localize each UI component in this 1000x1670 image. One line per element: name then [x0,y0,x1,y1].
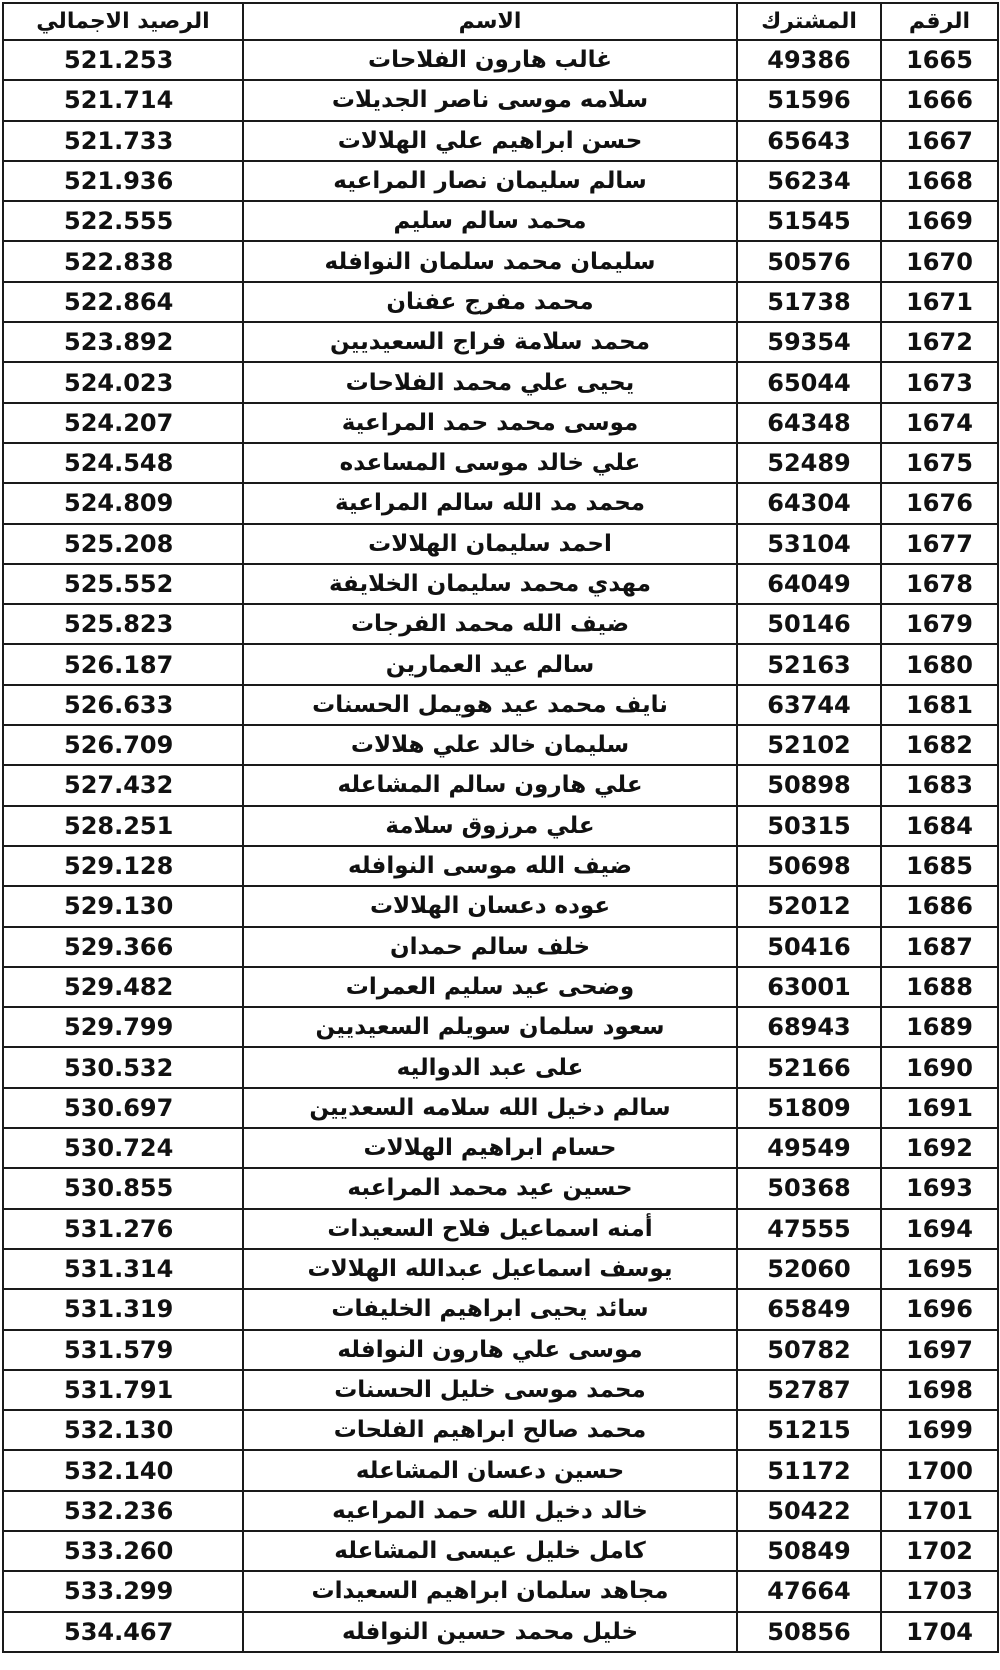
name-cell: يوسف اسماعيل عبدالله الهلالات [243,1249,737,1289]
table-row [3,1249,998,1289]
name-cell: ضيف الله محمد الفرجات [243,604,737,644]
table-row [3,604,998,644]
table-row [3,1571,998,1611]
number-cell: 1682 [881,725,998,765]
subscriber-cell: 52787 [737,1370,881,1410]
table-row [3,201,998,241]
header-balance: الرصيد الاجمالي [3,3,243,40]
balance-cell: 521.936 [3,161,243,201]
balance-cell: 531.791 [3,1370,243,1410]
number-cell: 1681 [881,685,998,725]
subscriber-cell: 49549 [737,1128,881,1168]
subscriber-cell: 50422 [737,1491,881,1531]
number-cell: 1702 [881,1531,998,1571]
name-cell: موسى محمد حمد المراعية [243,403,737,443]
number-cell: 1669 [881,201,998,241]
number-cell: 1677 [881,524,998,564]
name-cell: محمد مفرج عفنان [243,282,737,322]
name-cell: وضحى عيد سليم العمرات [243,967,737,1007]
subscriber-cell: 64348 [737,403,881,443]
number-cell: 1695 [881,1249,998,1289]
number-cell: 1704 [881,1612,998,1652]
balance-cell: 525.552 [3,564,243,604]
table-row [3,443,998,483]
number-cell: 1689 [881,1007,998,1047]
balance-cell: 527.432 [3,765,243,805]
balance-cell: 522.864 [3,282,243,322]
balance-cell: 523.892 [3,322,243,362]
subscriber-cell: 52166 [737,1047,881,1087]
number-cell: 1684 [881,806,998,846]
name-cell: محمد سلامة فراج السعيديين [243,322,737,362]
name-cell: عوده دعسان الهلالات [243,886,737,926]
table-row [3,1128,998,1168]
number-cell: 1665 [881,40,998,80]
number-cell: 1683 [881,765,998,805]
subscriber-cell: 50898 [737,765,881,805]
subscriber-cell: 64304 [737,483,881,523]
table-row [3,403,998,443]
name-cell: سائد يحيى ابراهيم الخليفات [243,1289,737,1329]
balance-cell: 531.276 [3,1209,243,1249]
name-cell: سلامه موسى ناصر الجديلات [243,80,737,120]
balance-cell: 521.733 [3,121,243,161]
balance-cell: 534.467 [3,1612,243,1652]
name-cell: حسين عيد محمد المراعبه [243,1168,737,1208]
subscriber-cell: 63744 [737,685,881,725]
name-cell: خالد دخيل الله حمد المراعيه [243,1491,737,1531]
balance-cell: 533.299 [3,1571,243,1611]
table-row [3,362,998,402]
subscriber-cell: 65643 [737,121,881,161]
table-row [3,80,998,120]
table-row [3,1088,998,1128]
number-cell: 1688 [881,967,998,1007]
name-cell: حسن ابراهيم علي الهلالات [243,121,737,161]
subscriber-cell: 50782 [737,1330,881,1370]
number-cell: 1666 [881,80,998,120]
balance-cell: 524.548 [3,443,243,483]
table-row [3,483,998,523]
name-cell: سليمان محمد سلمان النوافله [243,241,737,281]
balance-cell: 530.724 [3,1128,243,1168]
table-row [3,241,998,281]
table-row [3,927,998,967]
number-cell: 1673 [881,362,998,402]
balance-cell: 531.579 [3,1330,243,1370]
header-row [3,3,998,40]
balance-cell: 521.714 [3,80,243,120]
table-row [3,161,998,201]
subscriber-cell: 50856 [737,1612,881,1652]
number-cell: 1699 [881,1410,998,1450]
name-cell: ضيف الله موسى النوافله [243,846,737,886]
balance-cell: 526.633 [3,685,243,725]
name-cell: محمد مد الله سالم المراعية [243,483,737,523]
table-row [3,121,998,161]
header-subscriber: المشترك [737,3,881,40]
subscriber-cell: 50576 [737,241,881,281]
subscriber-cell: 47555 [737,1209,881,1249]
subscriber-cell: 50849 [737,1531,881,1571]
subscriber-cell: 50368 [737,1168,881,1208]
number-cell: 1676 [881,483,998,523]
subscriber-cell: 50146 [737,604,881,644]
name-cell: غالب هارون الفلاحات [243,40,737,80]
name-cell: سعود سلمان سويلم السعيديين [243,1007,737,1047]
table-row [3,1289,998,1329]
name-cell: يحيى علي محمد الفلاحات [243,362,737,402]
number-cell: 1672 [881,322,998,362]
table-row [3,564,998,604]
number-cell: 1679 [881,604,998,644]
table-row [3,1330,998,1370]
number-cell: 1674 [881,403,998,443]
table-row [3,886,998,926]
name-cell: علي هارون سالم المشاعله [243,765,737,805]
table-row [3,765,998,805]
table-row [3,967,998,1007]
number-cell: 1696 [881,1289,998,1329]
subscriber-cell: 51738 [737,282,881,322]
table-row [3,1370,998,1410]
number-cell: 1675 [881,443,998,483]
balance-cell: 526.709 [3,725,243,765]
table-row [3,725,998,765]
number-cell: 1690 [881,1047,998,1087]
balance-cell: 521.253 [3,40,243,80]
balance-cell: 530.855 [3,1168,243,1208]
name-cell: محمد سالم سليم [243,201,737,241]
name-cell: مجاهد سلمان ابراهيم السعيدات [243,1571,737,1611]
name-cell: مهدي محمد سليمان الخلايفة [243,564,737,604]
name-cell: احمد سليمان الهلالات [243,524,737,564]
table-row [3,1612,998,1652]
number-cell: 1692 [881,1128,998,1168]
table-row [3,282,998,322]
table-row [3,1450,998,1490]
subscriber-cell: 52060 [737,1249,881,1289]
header-name: الاسم [243,3,737,40]
balance-cell: 524.023 [3,362,243,402]
table-row [3,322,998,362]
name-cell: كامل خليل عيسى المشاعله [243,1531,737,1571]
subscriber-cell: 64049 [737,564,881,604]
table-header [3,3,998,40]
header-number: الرقم [881,3,998,40]
number-cell: 1698 [881,1370,998,1410]
subscriber-cell: 51596 [737,80,881,120]
balance-cell: 532.130 [3,1410,243,1450]
table-row [3,1491,998,1531]
balance-cell: 531.314 [3,1249,243,1289]
table-row [3,685,998,725]
balance-cell: 530.697 [3,1088,243,1128]
subscriber-cell: 52163 [737,644,881,684]
name-cell: محمد صالح ابراهيم الفلحات [243,1410,737,1450]
number-cell: 1686 [881,886,998,926]
subscriber-cell: 52012 [737,886,881,926]
subscriber-cell: 52489 [737,443,881,483]
number-cell: 1697 [881,1330,998,1370]
balance-cell: 525.823 [3,604,243,644]
subscriber-cell: 53104 [737,524,881,564]
balance-cell: 524.207 [3,403,243,443]
table-row [3,1410,998,1450]
table-row [3,644,998,684]
table-row [3,1209,998,1249]
name-cell: خلف سالم حمدان [243,927,737,967]
subscriber-cell: 68943 [737,1007,881,1047]
number-cell: 1670 [881,241,998,281]
balance-cell: 522.555 [3,201,243,241]
balance-cell: 529.799 [3,1007,243,1047]
balance-cell: 529.130 [3,886,243,926]
subscriber-cell: 65044 [737,362,881,402]
subscriber-cell: 51215 [737,1410,881,1450]
balance-cell: 528.251 [3,806,243,846]
number-cell: 1671 [881,282,998,322]
balance-cell: 533.260 [3,1531,243,1571]
name-cell: نايف محمد عيد هويمل الحسنات [243,685,737,725]
table-row [3,1168,998,1208]
table-row [3,1007,998,1047]
subscriber-cell: 52102 [737,725,881,765]
name-cell: علي خالد موسى المساعده [243,443,737,483]
subscriber-cell: 51172 [737,1450,881,1490]
subscriber-cell: 59354 [737,322,881,362]
balance-cell: 525.208 [3,524,243,564]
number-cell: 1685 [881,846,998,886]
subscriber-cell: 63001 [737,967,881,1007]
number-cell: 1667 [881,121,998,161]
balance-cell: 530.532 [3,1047,243,1087]
balance-cell: 532.236 [3,1491,243,1531]
balance-cell: 531.319 [3,1289,243,1329]
balance-cell: 529.128 [3,846,243,886]
number-cell: 1678 [881,564,998,604]
name-cell: على عبد الدواليه [243,1047,737,1087]
subscribers-table [2,2,999,1653]
name-cell: سالم دخيل الله سلامه السعديين [243,1088,737,1128]
subscriber-cell: 56234 [737,161,881,201]
balance-cell: 532.140 [3,1450,243,1490]
subscriber-cell: 50416 [737,927,881,967]
name-cell: خليل محمد حسين النوافله [243,1612,737,1652]
name-cell: علي مرزوق سلامة [243,806,737,846]
balance-cell: 529.482 [3,967,243,1007]
name-cell: سليمان خالد علي هلالات [243,725,737,765]
name-cell: حسين دعسان المشاعله [243,1450,737,1490]
balance-cell: 524.809 [3,483,243,523]
balance-cell: 526.187 [3,644,243,684]
table-row [3,846,998,886]
subscriber-cell: 65849 [737,1289,881,1329]
subscriber-cell: 51545 [737,201,881,241]
table-row [3,1531,998,1571]
name-cell: موسى علي هارون النوافله [243,1330,737,1370]
subscriber-cell: 50315 [737,806,881,846]
table-row [3,1047,998,1087]
number-cell: 1693 [881,1168,998,1208]
number-cell: 1668 [881,161,998,201]
subscriber-cell: 49386 [737,40,881,80]
table-row [3,806,998,846]
subscriber-cell: 47664 [737,1571,881,1611]
balance-cell: 522.838 [3,241,243,281]
balance-cell: 529.366 [3,927,243,967]
name-cell: سالم عيد العمارين [243,644,737,684]
table-row [3,524,998,564]
subscriber-cell: 51809 [737,1088,881,1128]
name-cell: محمد موسى خليل الحسنات [243,1370,737,1410]
number-cell: 1680 [881,644,998,684]
number-cell: 1687 [881,927,998,967]
number-cell: 1703 [881,1571,998,1611]
name-cell: أمنه اسماعيل فلاح السعيدات [243,1209,737,1249]
number-cell: 1701 [881,1491,998,1531]
number-cell: 1691 [881,1088,998,1128]
table-row [3,40,998,80]
number-cell: 1694 [881,1209,998,1249]
name-cell: حسام ابراهيم الهلالات [243,1128,737,1168]
subscriber-cell: 50698 [737,846,881,886]
name-cell: سالم سليمان نصار المراعيه [243,161,737,201]
number-cell: 1700 [881,1450,998,1490]
table-body [3,40,998,1652]
